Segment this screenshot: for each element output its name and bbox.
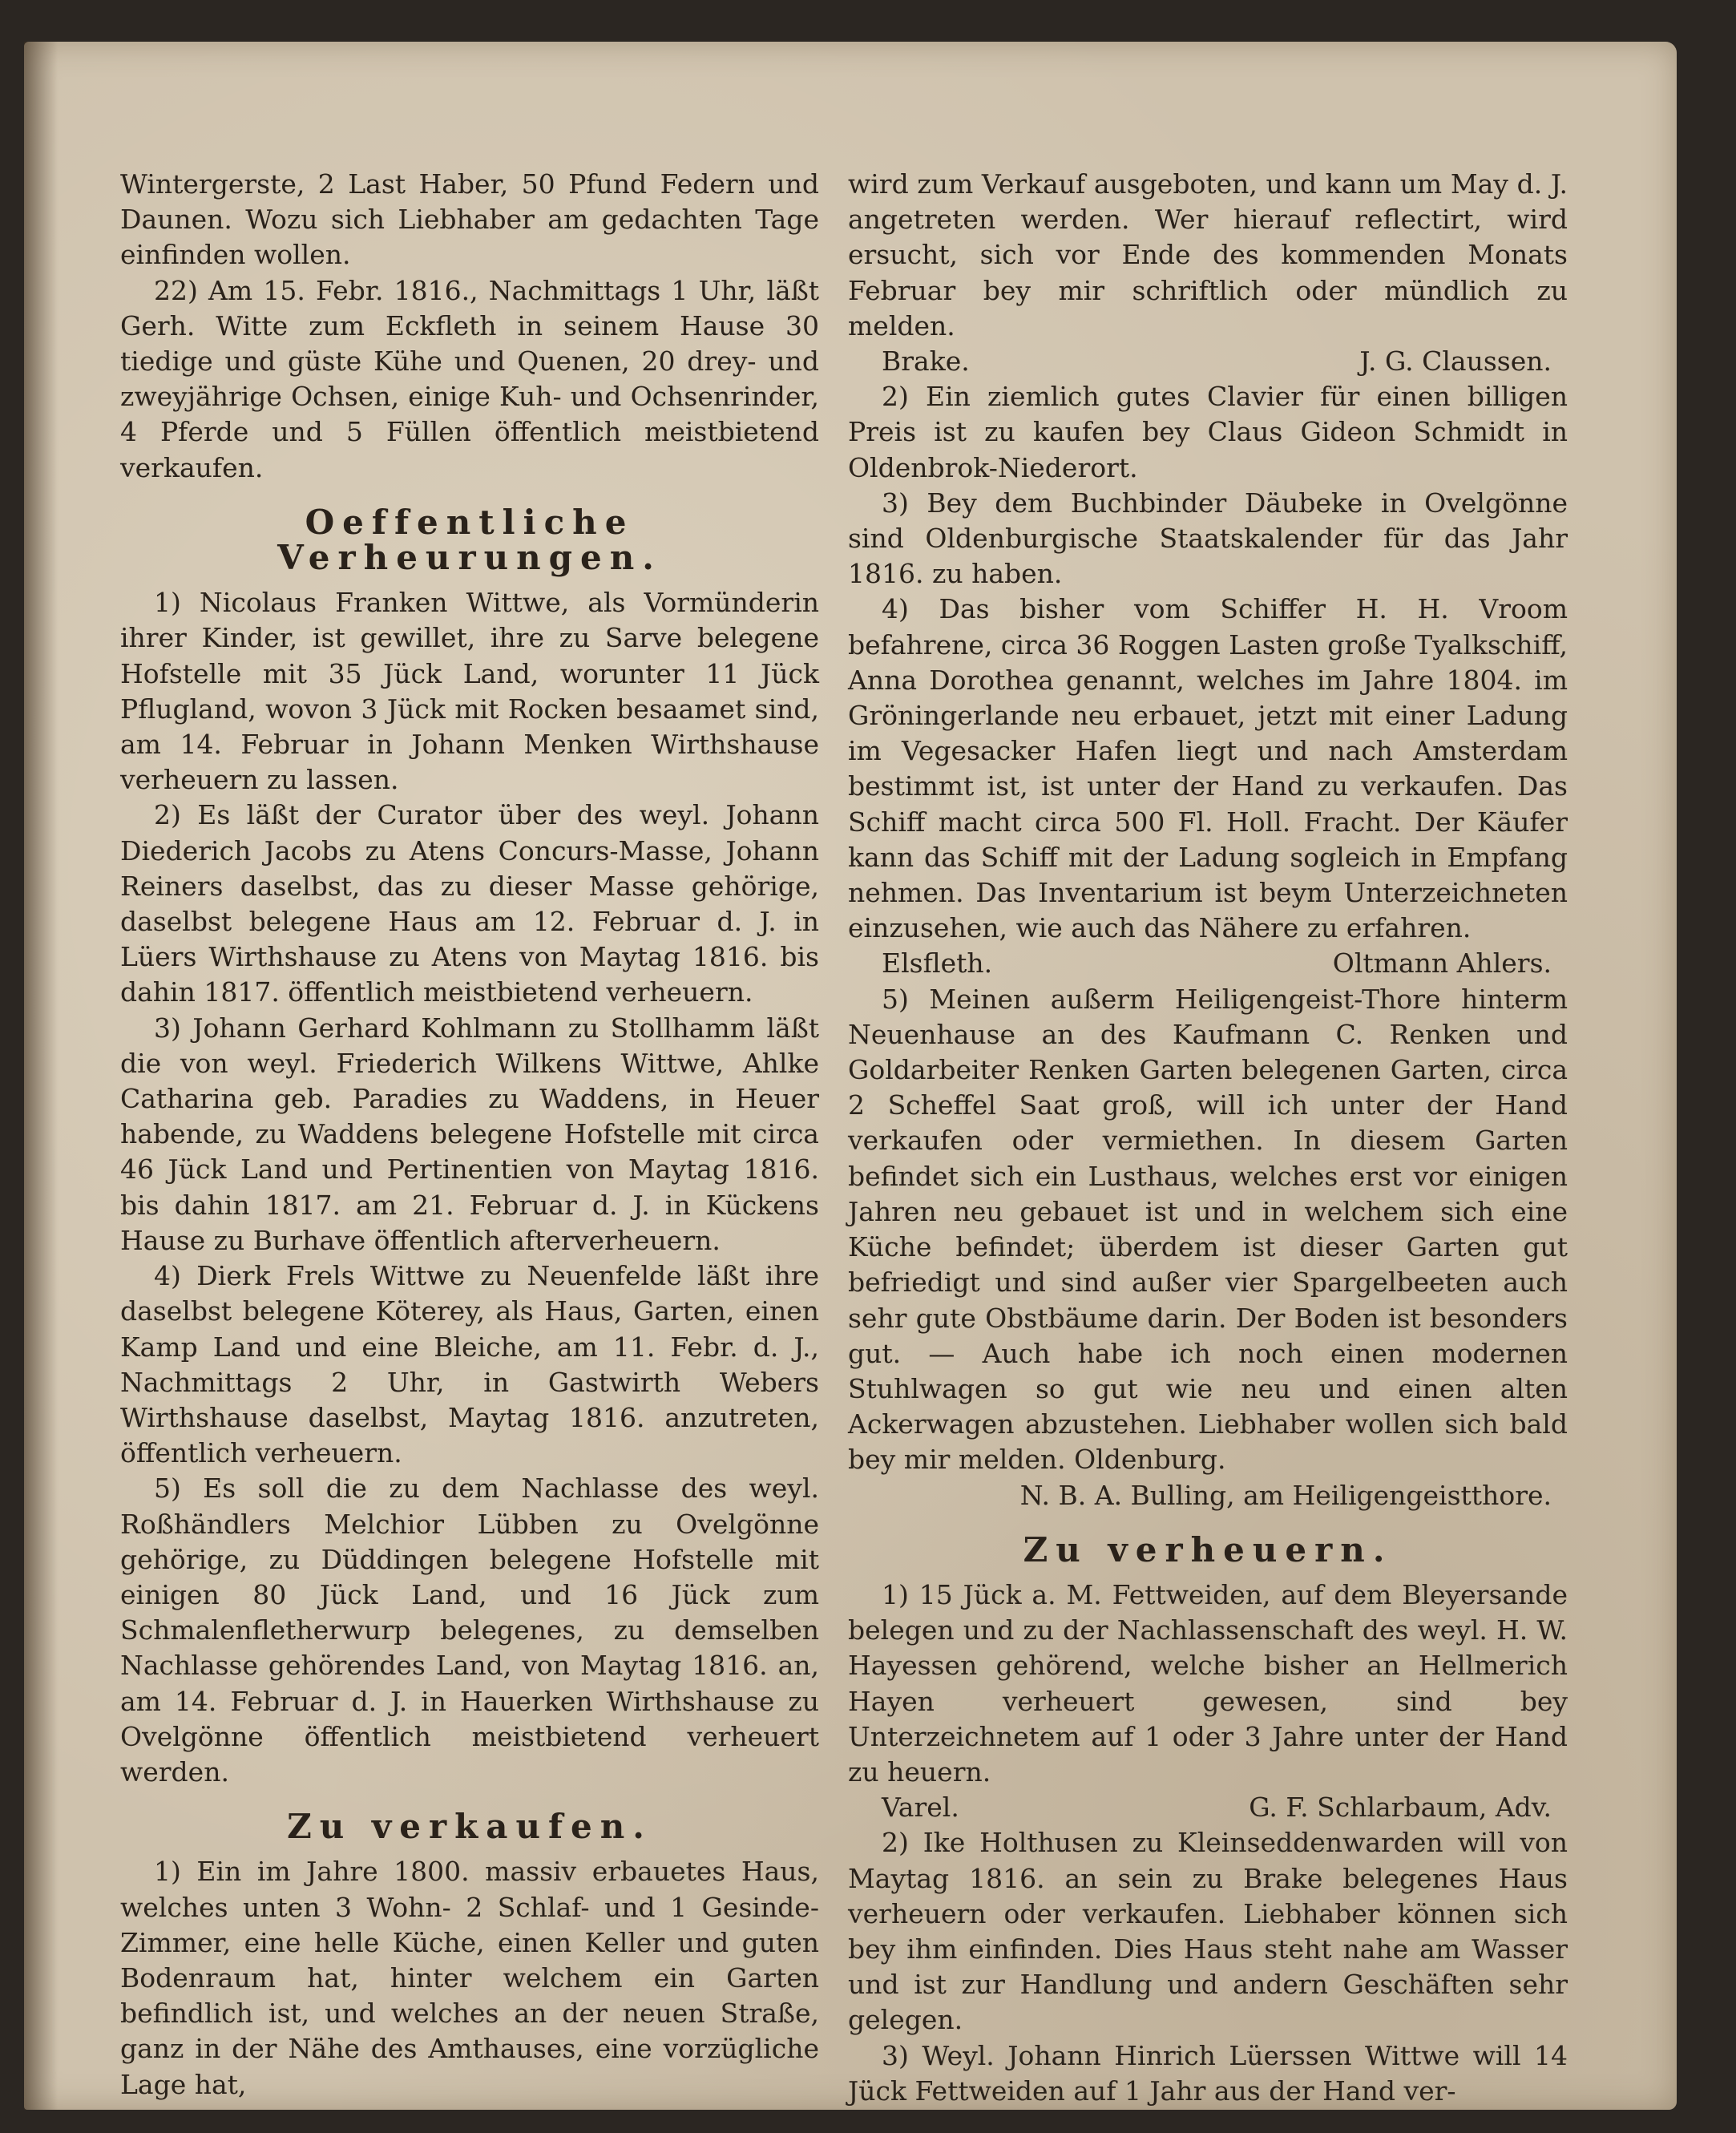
signature-name: J. G. Claussen. [1359,345,1552,378]
paragraph: 3) Bey dem Buchbinder Däubeke in Ovelgönne sind Oldenburgische Staatskalender für das Jahr 1816. zu haben. [848,487,1568,590]
left-column [120,167,819,2103]
paragraph: 22) Am 15. Febr. 1816., Nachmittags 1 Uhr, läßt Gerh. Witte zum Eckfleth in seinem Hause 30 tiedige und güste Kühe und Quenen, 20 drey- und zweyjährige Ochsen, einige Kuh- und Ochsenrinder, 4 Pferde und 5 Füllen öffentlich meistbietend verkaufen. [120,274,819,483]
signature-line [848,946,1568,981]
signature-name: G. F. Schlarbaum, Adv. [1249,1792,1552,1824]
paragraph: wird zum Verkauf ausgeboten, und kann um May d. J. angetreten werden. Wer hierauf reflectirt, wird ersucht, sich vor Ende des kommenden Monats Februar bey mir schriftlich oder mündlich zu melden. [848,168,1568,341]
section-heading: Zu verkaufen. [287,1807,652,1847]
paragraph: 3) Weyl. Johann Hinrich Lüerssen Wittwe will 14 Jück Fettweiden auf 1 Jahr aus der Hand ver- [848,2039,1568,2107]
signature-place: Brake. [882,345,970,378]
paragraph: 4) Dierk Frels Wittwe zu Neuenfelde läßt ihre daselbst belegene Köterey, als Haus, Garten, einen Kamp Land und eine Bleiche, am 11. Febr. d. J., Nachmittags 2 Uhr, in Gastwirth Webers Wirthshause daselbst, Maytag 1816. anzutreten, öffentlich verheuern. [120,1260,819,1469]
paragraph: 1) 15 Jück a. M. Fettweiden, auf dem Bleyersande belegen und zu der Nachlassenschaft des weyl. H. W. Hayessen gehörend, welche bisher an Hellmerich Hayen verheuert gewesen, sind bey Unterzeichnetem auf 1 oder 3 Jahre unter der Hand zu heuern. [848,1578,1568,1788]
paragraph: 2) Es läßt der Curator über des weyl. Johann Diederich Jacobs zu Atens Concurs-Masse, Johann Reiners daselbst, das zu dieser Masse gehörige, daselbst belegene Haus am 12. Februar d. J. in Lüers Wirthshause zu Atens von Maytag 1816. bis dahin 1817. öffentlich meistbietend verheuern. [120,799,819,1008]
paragraph: Wintergerste, 2 Last Haber, 50 Pfund Federn und Daunen. Wozu sich Liebhaber am gedachten Tage einfinden wollen. [120,168,819,271]
paragraph: 1) Nicolaus Franken Wittwe, als Vormünderin ihrer Kinder, ist gewillet, ihre zu Sarve belegene Hofstelle mit 35 Jück Land, worunter 11 Jück Pflugland, wovon 3 Jück mit Rocken besaamet sind, am 14. Februar in Johann Menken Wirthshause verheuern zu lassen. [120,587,819,796]
paragraph: 2) Ein ziemlich gutes Clavier für einen billigen Preis ist zu kaufen bey Claus Gideon Schmidt in Oldenbrok-Niederort. [848,381,1568,483]
paragraph: 4) Das bisher vom Schiffer H. H. Vroom befahrene, circa 36 Roggen Lasten große Tyalkschiff, Anna Dorothea genannt, welches im Jahre 1804. im Gröningerlande neu erbauet, jetzt mit einer Ladung im Vegesacker Hafen liegt und nach Amsterdam bestimmt ist, ist unter der Hand zu verkaufen. Das Schiff macht circa 500 Fl. Holl. Fracht. Der Käufer kann das Schiff mit der Ladung sogleich in Empfang nehmen. Das Inventarium ist beym Unterzeichneten einzusehen, wie auch das Nähere zu erfahren. [848,593,1568,944]
right-column [848,167,1568,2109]
paragraph: 2) Ike Holthusen zu Kleinseddenwarden will von Maytag 1816. an sein zu Brake belegenes Haus verheuern oder verkaufen. Liebhaber können sich bey ihm einfinden. Dies Haus steht nahe am Wasser und ist zur Handlung und andern Geschäften sehr gelegen. [848,1827,1568,2036]
paragraph: 5) Meinen außerm Heiligengeist-Thore hinterm Neuenhause an des Kaufmann C. Renken und Goldarbeiter Renken Garten belegenen Garten, circa 2 Scheffel Saat groß, will ich unter der Hand verkaufen oder vermiethen. In diesem Garten befindet sich ein Lusthaus, welches erst vor einigen Jahren neu gebauet ist und in welchem sich eine Küche befindet; überdem ist dieser Garten gut befriedigt und sind außer vier Spargelbeeten auch sehr gute Obstbäume darin. Der Boden ist besonders gut. — Auch habe ich noch einen modernen Stuhlwagen so gut wie neu und einen alten Ackerwagen abzustehen. Liebhaber wollen sich bald bey mir melden. Oldenburg. [848,983,1568,1476]
binding-gutter [24,42,58,2110]
paragraph: 5) Es soll die zu dem Nachlasse des weyl. Roßhändlers Melchior Lübben zu Ovelgönne gehörige, zu Düddingen belegene Hofstelle mit einigen 80 Jück Land, und 16 Jück zum Schmalenfletherwurp belegenes, zu demselben Nachlasse gehörendes Land, von Maytag 1816. an, am 14. Februar d. J. in Hauerken Wirthshause zu Ovelgönne öffentlich meistbietend verheuert werden. [120,1472,819,1788]
section-heading: Zu verheuern. [1023,1529,1393,1569]
signature-line [848,1790,1568,1825]
signature-place: Elsfleth. [882,947,993,980]
signature-line [848,344,1568,379]
signature-place: Varel. [882,1792,959,1824]
signature-name: Oltmann Ahlers. [1332,947,1552,980]
paragraph: 1) Ein im Jahre 1800. massiv erbauetes Haus, welches unten 3 Wohn- 2 Schlaf- und 1 Gesinde-Zimmer, eine helle Küche, einen Keller und guten Bodenraum hat, hinter welchem ein Garten befindlich ist, und welches an der neuen Straße, ganz in der Nähe des Amthauses, eine vorzügliche Lage hat, [120,1856,819,2100]
paragraph: 3) Johann Gerhard Kohlmann zu Stollhamm läßt die von weyl. Friederich Wilkens Wittwe, Ahlke Catharina geb. Paradies zu Waddens, in Heuer habende, zu Waddens belegene Hofstelle mit circa 46 Jück Land und Pertinentien von Maytag 1816. bis dahin 1817. am 21. Februar d. J. in Kückens Hause zu Burhave öffentlich afterverheuern. [120,1012,819,1256]
section-heading: Oeffentliche Verheurungen. [277,502,662,578]
signature-name: N. B. A. Bulling, am Heiligengeistthore. [1019,1479,1552,1511]
